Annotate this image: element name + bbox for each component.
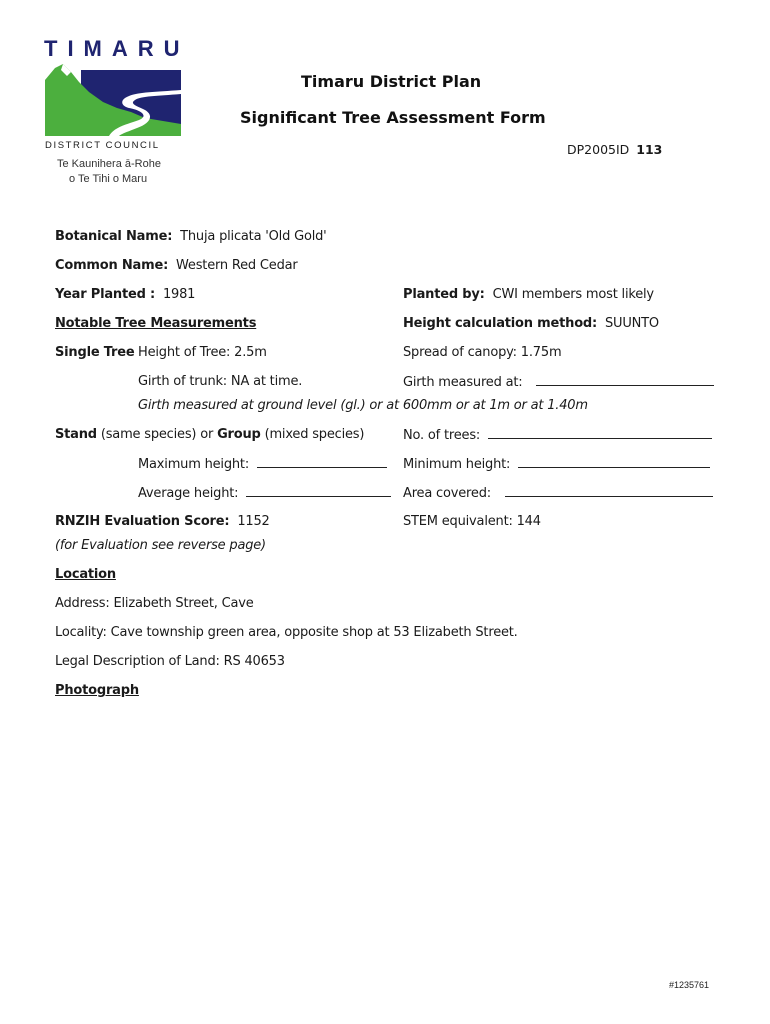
maximum-height-row: [138, 456, 387, 472]
minimum-height-row: [403, 456, 710, 472]
legal-description-line: Legal Description of Land: RS 40653: [55, 654, 285, 669]
rnzih-score-row: [55, 514, 270, 529]
notable-measurements-heading: [55, 316, 256, 331]
girth-measured-at-label: Girth measured at:: [403, 375, 523, 390]
height-method-value: SUUNTO: [604, 316, 659, 331]
locality-line: Locality: Cave township green area, opposite shop at 53 Elizabeth Street.: [55, 625, 518, 640]
girth-measured-at-field[interactable]: [536, 374, 714, 386]
dp-reference: [567, 142, 662, 157]
council-logo: [44, 36, 194, 191]
planted-by-value: CWI members most likely: [492, 287, 654, 302]
year-planted-value: 1981: [162, 287, 196, 302]
rnzih-score-label: RNZIH Evaluation Score:: [55, 514, 230, 529]
evaluation-note: (for Evaluation see reverse page): [55, 538, 266, 553]
spread-of-canopy: Spread of canopy: 1.75m: [403, 345, 562, 360]
common-name-value: Western Red Cedar: [176, 258, 298, 273]
year-planted-row: [55, 287, 195, 302]
logo-maori-line1: Te Kaunihera ā-Rohe: [57, 158, 161, 170]
no-of-trees-field[interactable]: [488, 427, 712, 439]
page-title: Timaru District Plan: [301, 72, 482, 91]
height-of-tree: Height of Tree: 2.5m: [138, 345, 267, 360]
year-planted-label: Year Planted :: [55, 287, 156, 302]
stand-label: Stand: [55, 427, 97, 442]
area-covered-field[interactable]: [505, 485, 713, 497]
dp-label: DP2005ID: [567, 142, 630, 157]
no-of-trees-row: [403, 427, 712, 443]
height-method-label: Height calculation method:: [403, 316, 598, 331]
page-subtitle: Significant Tree Assessment Form: [240, 108, 546, 127]
dp-value: 113: [636, 142, 663, 157]
logo-title: TIMARU: [44, 36, 190, 61]
height-method-row: [403, 316, 659, 331]
area-covered-label: Area covered:: [403, 486, 491, 501]
document-number: #1235761: [669, 980, 710, 990]
logo-maori-line2: o Te Tihi o Maru: [69, 173, 148, 185]
logo-mountain-river-icon: [45, 62, 181, 136]
group-label: Group: [217, 427, 261, 442]
girth-note: Girth measured at ground level (gl.) or at 600mm or at 1m or at 1.40m: [138, 398, 588, 413]
average-height-row: [138, 485, 391, 501]
photograph-heading-text: Photograph: [55, 683, 139, 698]
planted-by-row: [403, 287, 654, 302]
area-covered-row: [403, 485, 713, 501]
rnzih-score-value: 1152: [237, 514, 270, 529]
stem-equivalent: STEM equivalent: 144: [403, 514, 541, 529]
minimum-height-field[interactable]: [518, 456, 710, 468]
location-heading-text: Location: [55, 567, 116, 582]
notable-measurements-text: Notable Tree Measurements: [55, 316, 257, 331]
botanical-name-label: Botanical Name:: [55, 229, 173, 244]
single-tree-text: Single Tree: [55, 345, 135, 360]
no-of-trees-label: No. of trees:: [403, 428, 481, 443]
stand-group-row: [55, 427, 364, 442]
mixed-species-text: (mixed species): [264, 427, 365, 442]
planted-by-label: Planted by:: [403, 287, 485, 302]
single-tree-label: [55, 345, 134, 360]
logo-subtitle: DISTRICT COUNCIL: [45, 140, 160, 151]
same-species-text: (same species) or: [100, 427, 214, 442]
botanical-name-row: [55, 229, 327, 244]
girth-of-trunk: Girth of trunk: NA at time.: [138, 374, 303, 389]
average-height-label: Average height:: [138, 486, 239, 501]
minimum-height-label: Minimum height:: [403, 457, 511, 472]
average-height-field[interactable]: [246, 485, 391, 497]
address-line: Address: Elizabeth Street, Cave: [55, 596, 254, 611]
maximum-height-field[interactable]: [257, 456, 387, 468]
photograph-heading: [55, 683, 139, 698]
location-heading: [55, 567, 116, 582]
girth-measured-at-row: [403, 374, 714, 390]
common-name-row: [55, 258, 298, 273]
maximum-height-label: Maximum height:: [138, 457, 250, 472]
botanical-name-value: Thuja plicata 'Old Gold': [180, 229, 327, 244]
common-name-label: Common Name:: [55, 258, 169, 273]
